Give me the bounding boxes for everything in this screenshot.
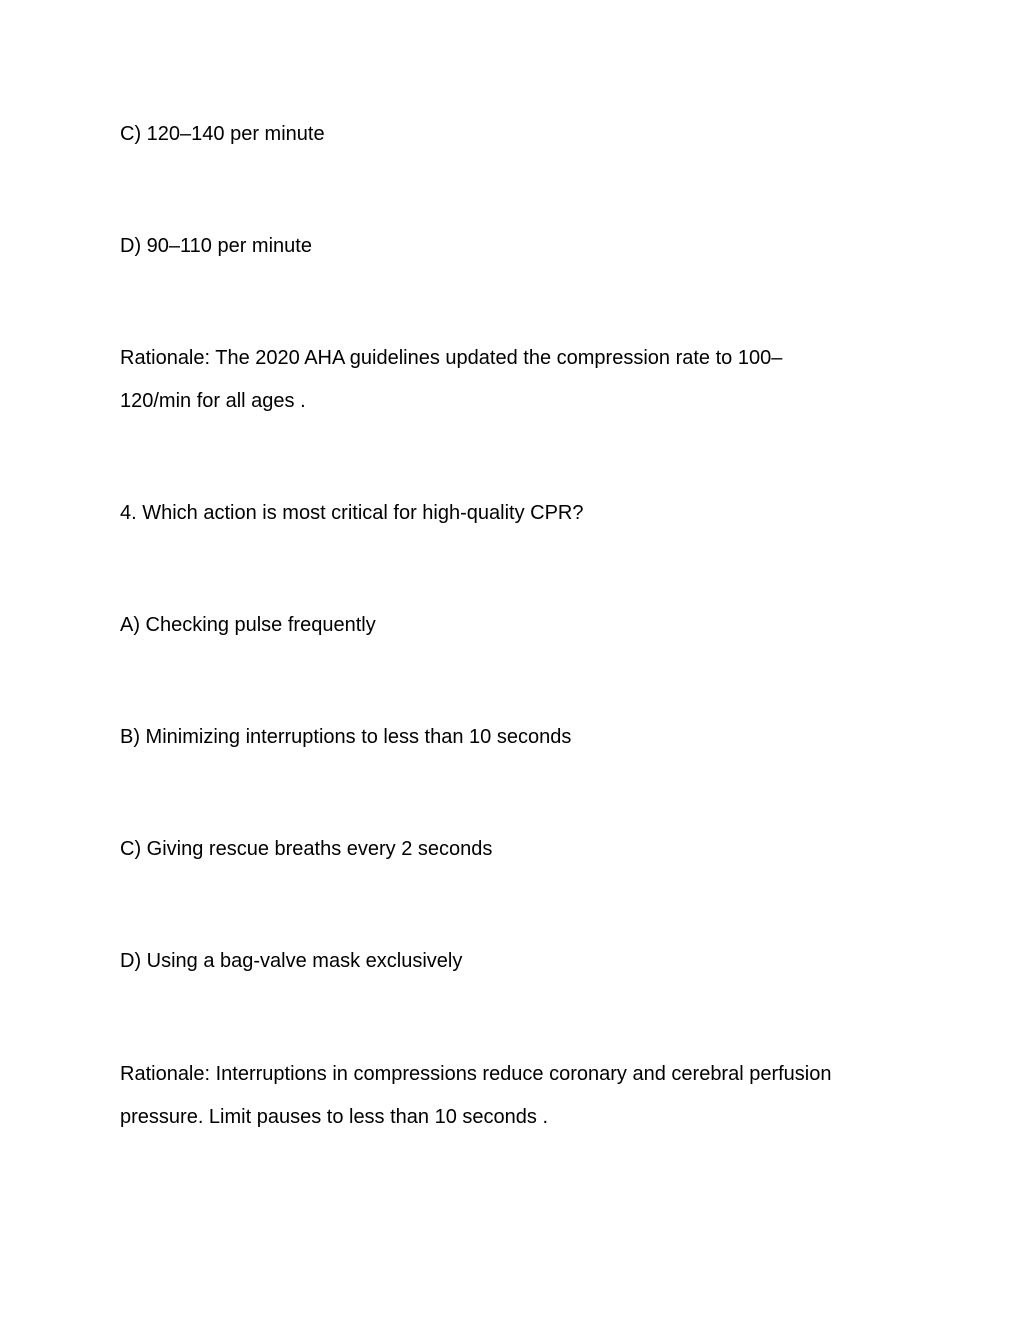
q3-option-c: C) 120–140 per minute <box>120 123 325 145</box>
q4-question: 4. Which action is most critical for high-quality CPR? <box>120 502 584 524</box>
q3-rationale-line-1: Rationale: The 2020 AHA guidelines updated the compression rate to 100– <box>120 347 783 369</box>
q3-rationale-line-2: 120/min for all ages . <box>120 390 306 412</box>
q4-option-a: A) Checking pulse frequently <box>120 614 376 636</box>
q3-rationale <box>120 337 910 423</box>
q4-rationale-line-1: Rationale: Interruptions in compressions reduce coronary and cerebral perfusion <box>120 1063 832 1085</box>
q4-option-c: C) Giving rescue breaths every 2 seconds <box>120 838 493 860</box>
q3-option-d: D) 90–110 per minute <box>120 235 312 257</box>
q4-rationale-line-2: pressure. Limit pauses to less than 10 seconds . <box>120 1106 549 1128</box>
q4-option-b: B) Minimizing interruptions to less than 10 seconds <box>120 726 572 748</box>
q4-option-d: D) Using a bag-valve mask exclusively <box>120 950 463 972</box>
q4-rationale <box>120 1053 910 1139</box>
